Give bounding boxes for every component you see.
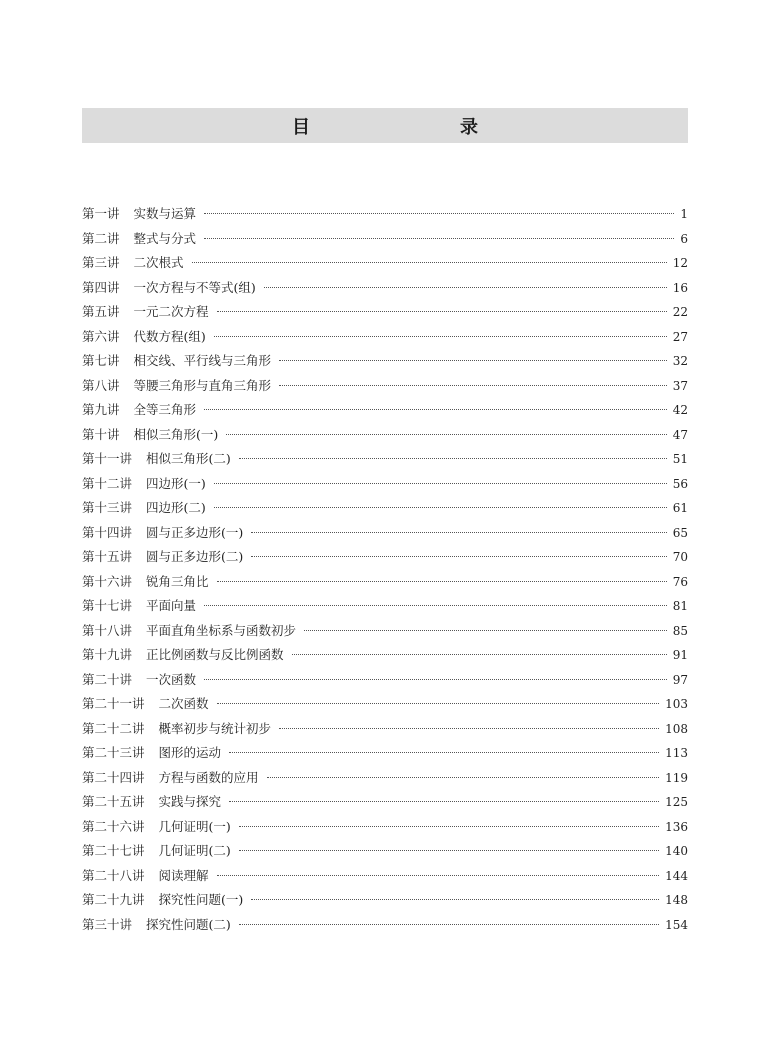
page-number: 27 xyxy=(672,329,688,344)
lecture-title: 探究性问题(一) xyxy=(158,892,244,907)
dot-leader xyxy=(217,581,667,582)
lecture-title: 全等三角形 xyxy=(133,402,197,417)
lecture-number: 第一讲 xyxy=(82,206,120,221)
dot-leader xyxy=(279,728,659,729)
lecture-number: 第十七讲 xyxy=(82,598,133,613)
lecture-number: 第二十四讲 xyxy=(82,769,145,785)
lecture-number: 第二十二讲 xyxy=(82,720,145,736)
lecture-title: 圆与正多边形(一) xyxy=(146,524,244,540)
lecture-title: 一次函数 xyxy=(146,671,197,687)
lecture-number: 第十二讲 xyxy=(82,475,133,491)
dot-leader xyxy=(214,507,667,508)
dot-leader xyxy=(214,483,667,484)
lecture-number: 第六讲 xyxy=(82,328,120,344)
page-number: 97 xyxy=(672,672,688,687)
lecture-number: 第十五讲 xyxy=(82,549,133,564)
dot-leader xyxy=(239,458,667,459)
title-band xyxy=(82,108,688,143)
dot-leader xyxy=(226,434,666,435)
lecture-title: 平面向量 xyxy=(146,598,197,613)
toc-entry[interactable] xyxy=(82,251,688,276)
lecture-title: 实数与运算 xyxy=(133,206,197,221)
page-number: 65 xyxy=(672,525,688,540)
page-number: 85 xyxy=(672,623,688,638)
toc-entry[interactable] xyxy=(82,325,688,350)
page-number: 140 xyxy=(665,844,688,858)
toc-entry[interactable] xyxy=(82,766,688,791)
lecture-title: 相似三角形(二) xyxy=(146,451,231,466)
dot-leader xyxy=(204,213,674,214)
lecture-title: 四边形(二) xyxy=(146,500,206,515)
lecture-title: 四边形(一) xyxy=(146,475,206,491)
toc-entry[interactable] xyxy=(82,276,688,301)
lecture-number: 第十讲 xyxy=(82,426,120,442)
lecture-title: 图形的运动 xyxy=(158,745,222,760)
dot-leader xyxy=(239,850,659,851)
toc-entry[interactable] xyxy=(82,643,688,668)
dot-leader xyxy=(204,238,674,239)
dot-leader xyxy=(251,532,666,533)
lecture-number: 第二十八讲 xyxy=(82,867,145,883)
lecture-number: 第七讲 xyxy=(82,353,120,368)
lecture-title: 正比例函数与反比例函数 xyxy=(146,647,284,662)
page-number: 108 xyxy=(665,721,688,736)
page-number: 61 xyxy=(672,501,688,515)
page-number: 37 xyxy=(672,378,688,393)
lecture-title: 二次函数 xyxy=(158,696,209,711)
toc-entry[interactable] xyxy=(82,692,688,717)
toc-entry[interactable] xyxy=(82,545,688,570)
page-title: 目 录 xyxy=(292,116,516,138)
dot-leader xyxy=(217,703,660,704)
lecture-number: 第二十三讲 xyxy=(82,745,145,760)
toc-entry[interactable] xyxy=(82,472,688,497)
dot-leader xyxy=(192,262,667,263)
dot-leader xyxy=(204,409,667,410)
dot-leader xyxy=(251,556,666,557)
lecture-number: 第四讲 xyxy=(82,279,120,295)
toc-entry[interactable] xyxy=(82,570,688,595)
page-number: 56 xyxy=(672,476,688,491)
lecture-number: 第二十五讲 xyxy=(82,794,145,809)
lecture-number: 第二十七讲 xyxy=(82,843,145,858)
lecture-title: 方程与函数的应用 xyxy=(158,769,259,785)
lecture-number: 第九讲 xyxy=(82,402,120,417)
dot-leader xyxy=(239,924,659,925)
toc-entry[interactable] xyxy=(82,717,688,742)
lecture-number: 第十一讲 xyxy=(82,451,133,466)
lecture-title: 阅读理解 xyxy=(158,867,209,883)
page-number: 136 xyxy=(665,819,688,834)
page-number: 119 xyxy=(665,770,688,785)
table-of-contents xyxy=(82,202,688,937)
toc-entry[interactable] xyxy=(82,521,688,546)
page-number: 1 xyxy=(680,207,688,221)
dot-leader xyxy=(229,801,659,802)
lecture-number: 第三讲 xyxy=(82,255,120,270)
dot-leader xyxy=(251,899,659,900)
toc-entry[interactable] xyxy=(82,741,688,766)
dot-leader xyxy=(304,630,667,631)
page-number: 42 xyxy=(672,403,688,417)
toc-entry[interactable] xyxy=(82,619,688,644)
lecture-title: 几何证明(一) xyxy=(158,818,231,834)
lecture-title: 概率初步与统计初步 xyxy=(158,720,272,736)
toc-entry[interactable] xyxy=(82,227,688,252)
lecture-title: 平面直角坐标系与函数初步 xyxy=(146,622,297,638)
page-number: 144 xyxy=(665,868,688,883)
lecture-number: 第十六讲 xyxy=(82,573,133,589)
lecture-title: 一元二次方程 xyxy=(133,304,209,319)
toc-entry[interactable] xyxy=(82,790,688,815)
toc-entry[interactable] xyxy=(82,349,688,374)
lecture-title: 相交线、平行线与三角形 xyxy=(133,353,272,368)
toc-entry[interactable] xyxy=(82,668,688,693)
lecture-title: 几何证明(二) xyxy=(158,843,231,858)
page-number: 12 xyxy=(672,256,688,270)
dot-leader xyxy=(267,777,660,778)
page-number: 103 xyxy=(665,697,688,711)
dot-leader xyxy=(229,752,659,753)
lecture-title: 实践与探究 xyxy=(158,794,222,809)
page-number: 113 xyxy=(665,746,688,760)
dot-leader xyxy=(214,336,667,337)
page-number: 51 xyxy=(672,452,688,466)
toc-entry[interactable] xyxy=(82,839,688,864)
toc-entry[interactable] xyxy=(82,594,688,619)
page-number: 6 xyxy=(680,231,688,246)
toc-entry[interactable] xyxy=(82,447,688,472)
dot-leader xyxy=(204,605,667,606)
page-number: 47 xyxy=(672,427,688,442)
toc-entry[interactable] xyxy=(82,300,688,325)
toc-entry[interactable] xyxy=(82,374,688,399)
lecture-number: 第八讲 xyxy=(82,377,120,393)
lecture-number: 第二十六讲 xyxy=(82,818,145,834)
lecture-number: 第十四讲 xyxy=(82,524,133,540)
page-number: 76 xyxy=(672,574,688,589)
lecture-number: 第十三讲 xyxy=(82,500,133,515)
page-number: 148 xyxy=(665,893,688,907)
lecture-number: 第二十九讲 xyxy=(82,892,145,907)
lecture-number: 第十九讲 xyxy=(82,647,133,662)
page-number: 22 xyxy=(672,305,688,319)
toc-entry[interactable] xyxy=(82,913,688,938)
dot-leader xyxy=(292,654,667,655)
lecture-number: 第二十一讲 xyxy=(82,696,145,711)
dot-leader xyxy=(217,875,660,876)
lecture-number: 第五讲 xyxy=(82,304,120,319)
dot-leader xyxy=(239,826,659,827)
toc-entry[interactable] xyxy=(82,496,688,521)
dot-leader xyxy=(279,360,667,361)
page-number: 125 xyxy=(665,795,688,809)
page-number: 70 xyxy=(672,550,688,564)
lecture-title: 圆与正多边形(二) xyxy=(146,549,244,564)
dot-leader xyxy=(217,311,667,312)
page-number: 91 xyxy=(672,648,688,662)
toc-entry[interactable] xyxy=(82,202,688,227)
lecture-number: 第三十讲 xyxy=(82,916,133,932)
page-number: 32 xyxy=(672,354,688,368)
lecture-number: 第二讲 xyxy=(82,230,120,246)
toc-entry[interactable] xyxy=(82,398,688,423)
toc-entry[interactable] xyxy=(82,864,688,889)
page-number: 16 xyxy=(672,280,688,295)
toc-entry[interactable] xyxy=(82,888,688,913)
lecture-title: 相似三角形(一) xyxy=(133,426,219,442)
toc-entry[interactable] xyxy=(82,815,688,840)
page-number: 154 xyxy=(665,917,688,932)
lecture-number: 第二十讲 xyxy=(82,671,133,687)
toc-entry[interactable] xyxy=(82,423,688,448)
dot-leader xyxy=(264,287,667,288)
lecture-number: 第十八讲 xyxy=(82,622,133,638)
lecture-title: 代数方程(组) xyxy=(133,328,206,344)
lecture-title: 等腰三角形与直角三角形 xyxy=(133,377,272,393)
dot-leader xyxy=(204,679,667,680)
lecture-title: 一次方程与不等式(组) xyxy=(133,279,256,295)
lecture-title: 探究性问题(二) xyxy=(146,916,231,932)
lecture-title: 二次根式 xyxy=(133,255,184,270)
dot-leader xyxy=(279,385,667,386)
page-number: 81 xyxy=(672,599,688,613)
lecture-title: 整式与分式 xyxy=(133,230,197,246)
lecture-title: 锐角三角比 xyxy=(146,573,209,589)
